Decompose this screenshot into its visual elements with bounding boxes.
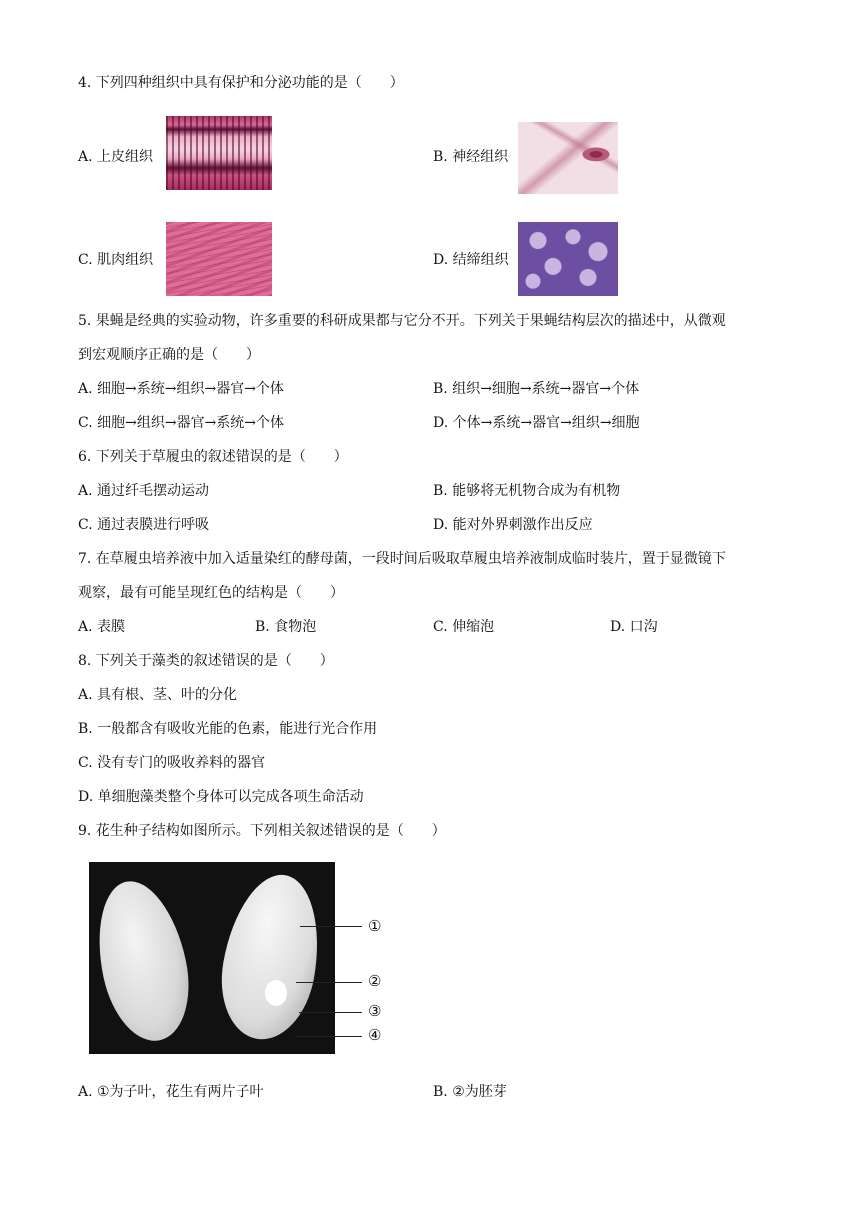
q6-option-a: A. 通过纤毛摆动运动 <box>78 483 210 499</box>
peanut-seed-whole <box>89 873 201 1049</box>
nerve-tissue-image <box>518 122 618 194</box>
q6-option-d: D. 能对外界刺激作出反应 <box>433 517 593 533</box>
peanut-embryo <box>265 980 287 1006</box>
label-4: ④ <box>368 1026 382 1044</box>
q8-stem: 8. 下列关于藻类的叙述错误的是（ ） <box>78 653 334 669</box>
q4-stem: 4. 下列四种组织中具有保护和分泌功能的是（ ） <box>78 75 404 91</box>
peanut-seed-figure <box>89 862 335 1054</box>
q8-option-a: A. 具有根、茎、叶的分化 <box>78 687 238 703</box>
connective-tissue-image <box>518 222 618 296</box>
q5-option-d: D. 个体→系统→器官→组织→细胞 <box>433 415 640 431</box>
callout-line-4 <box>296 1036 362 1037</box>
callout-line-2 <box>296 982 362 983</box>
q7-stem-line2: 观察，最有可能呈现红色的结构是（ ） <box>78 585 344 601</box>
q4-option-b: B. 神经组织 <box>433 149 509 165</box>
q9-stem: 9. 花生种子结构如图所示。下列相关叙述错误的是（ ） <box>78 823 446 839</box>
q8-option-c: C. 没有专门的吸收养料的器官 <box>78 755 266 771</box>
q4-option-a: A. 上皮组织 <box>78 149 154 165</box>
callout-line-1 <box>300 926 362 927</box>
q5-option-b: B. 组织→细胞→系统→器官→个体 <box>433 381 640 397</box>
q7-option-c: C. 伸缩泡 <box>433 619 495 635</box>
callout-line-3 <box>299 1012 362 1013</box>
q6-option-b: B. 能够将无机物合成为有机物 <box>433 483 621 499</box>
q7-option-b: B. 食物泡 <box>255 619 317 635</box>
q6-option-c: C. 通过表膜进行呼吸 <box>78 517 210 533</box>
q9-option-b: B. ②为胚芽 <box>433 1084 507 1100</box>
q6-stem: 6. 下列关于草履虫的叙述错误的是（ ） <box>78 449 348 465</box>
q4-option-c: C. 肌肉组织 <box>78 252 154 268</box>
label-1: ① <box>368 917 382 935</box>
q4-option-d: D. 结缔组织 <box>433 252 509 268</box>
q7-stem-line1: 7. 在草履虫培养液中加入适量染红的酵母菌，一段时间后吸取草履虫培养液制成临时装片，置于显微镜下 <box>78 551 726 567</box>
label-3: ③ <box>368 1002 382 1020</box>
q8-option-b: B. 一般都含有吸收光能的色素，能进行光合作用 <box>78 721 378 737</box>
q7-option-d: D. 口沟 <box>610 619 658 635</box>
muscle-tissue-image <box>166 222 272 296</box>
q5-stem-line2: 到宏观顺序正确的是（ ） <box>78 347 260 363</box>
q8-option-d: D. 单细胞藻类整个身体可以完成各项生命活动 <box>78 789 364 805</box>
peanut-seed-opened <box>211 867 330 1046</box>
q5-stem-line1: 5. 果蝇是经典的实验动物，许多重要的科研成果都与它分不开。下列关于果蝇结构层次的描述中，从微观 <box>78 313 726 329</box>
q7-option-a: A. 表膜 <box>78 619 126 635</box>
q5-option-a: A. 细胞→系统→组织→器官→个体 <box>78 381 284 397</box>
epithelial-tissue-image <box>166 116 272 190</box>
q5-option-c: C. 细胞→组织→器官→系统→个体 <box>78 415 285 431</box>
q9-option-a: A. ①为子叶，花生有两片子叶 <box>78 1084 264 1100</box>
label-2: ② <box>368 972 382 990</box>
